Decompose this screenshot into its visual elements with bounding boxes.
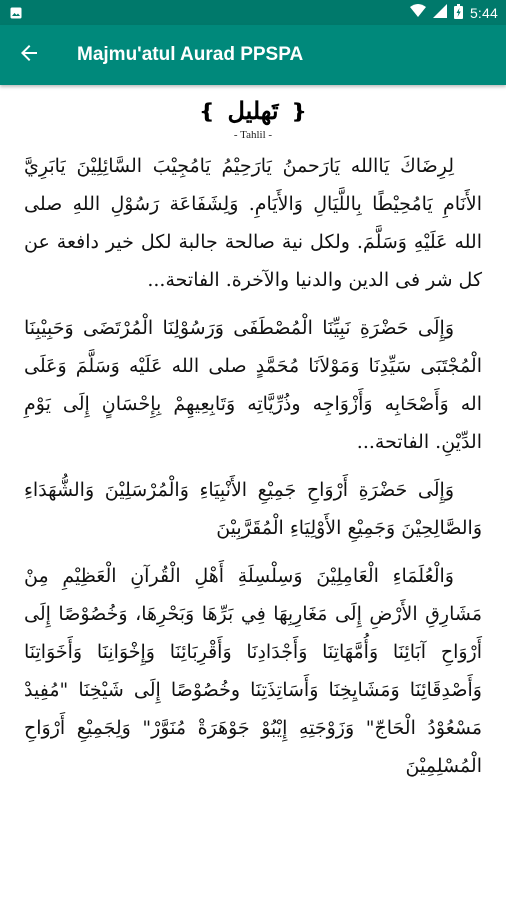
- app-title: Majmu'atul Aurad PPSPA: [77, 44, 304, 65]
- paragraph: وَإِلَى حَضْرَةِ أَرْوَاحِ جَمِيْعِ الأَنْبِيَاءِ وَالْمُرْسَلِيْنَ وَالشُّهَدَاءِ وَالصَّالِحِيْنَ وَجَمِيْعِ الأَوْلِيَاءِ الْمُقَرَّبِيْنَ: [24, 479, 482, 539]
- section-subtitle: - Tahlil -: [233, 129, 273, 141]
- wifi-icon: [410, 4, 426, 21]
- back-button[interactable]: [14, 40, 44, 70]
- paragraph: وَإِلَى حَضْرَةِ نَبِيِّنَا الْمُصْطَفَى وَرَسُوْلِنَا الْمُرْتَضَى وَحَبِيْبِنَا الْمُجْتَبَى سَيِّدِنَا وَمَوْلاَنَا مُحَمَّدٍ صلى الله عَلَيْه وَسَلَّمَ وَعَلَى اله وَأَصْحَابِه وَأَزْوَاجِه وذُرِّيَّاتِه وَتَابِعِيهِمْ بِإِحْسَانٍ إِلَى يَوْمِ الدِّيْنِ. الفاتحة...: [24, 317, 482, 453]
- image-icon: [10, 6, 22, 18]
- ornament-right: ❵: [290, 98, 308, 123]
- paragraph: وَالْعُلَمَاءِ الْعَامِلِيْنَ وَسِلْسِلَةِ أَهْلِ الْقُرآنِ الْعَظِيْمِ مِنْ مَشَارِقِ الأَرْضِ إِلَى مَغَارِبِهَا فِي بَرِّهَا وَبَحْرِهَا، وَخُصُوْصًا إِلَى أَرْوَاحِ آبَائِنَا وَأُمَّهَاتِنَا وَأَجْدَادِنَا وَأَقْرِبَائِنَا وَإِخْوَانِنَا وَأَخَوَاتِنَا وَأَصْدِقَائِنَا وَمَشَايِخِنَا وَأَسَاتِذَتِنَا وخُصُوْصًا إِلَى شَيْخِنَا "مُفِيدْ مَسْعُوْدُ الْحَاجّ" وَزَوْجَتِهِ إِيْبُوْ جَوْهَرَةْ مُنَوَّرْ" وَلِجَمِيْعِ أَرْوَاحِ الْمُسْلِمِيْنَ: [24, 565, 482, 777]
- arrow-left-icon: [19, 43, 39, 67]
- section-title-arabic: تَهليل: [227, 96, 279, 125]
- reading-content[interactable]: [0, 88, 506, 900]
- paragraph: لِرِضَاكَ يَاالله يَارَحمنُ يَارَحِيْمُ يَامُجِيْبَ السَّائِلِيْنَ يَابَرِيَّ الأَنَامِ يَامُحِيْطًا بِاللَّيَالِ وَالأَيَامِ. وَلِشَفَاعَة رَسُوْلِ اللهِ صلى الله عَلَيْهِ وَسَلَّمَ. ولكل نية صالحة جالبة لكل خير دافعة عن كل شر فى الدين والدنيا والآخرة. الفاتحة...: [24, 155, 482, 291]
- signal-icon: [433, 4, 447, 21]
- battery-icon: [454, 4, 463, 22]
- section-heading: [0, 96, 506, 125]
- ornament-left: ❴: [198, 98, 216, 123]
- arabic-text-body: [0, 147, 506, 785]
- app-bar: [0, 25, 506, 85]
- status-bar: [0, 0, 506, 25]
- status-time: 5:44: [469, 4, 498, 21]
